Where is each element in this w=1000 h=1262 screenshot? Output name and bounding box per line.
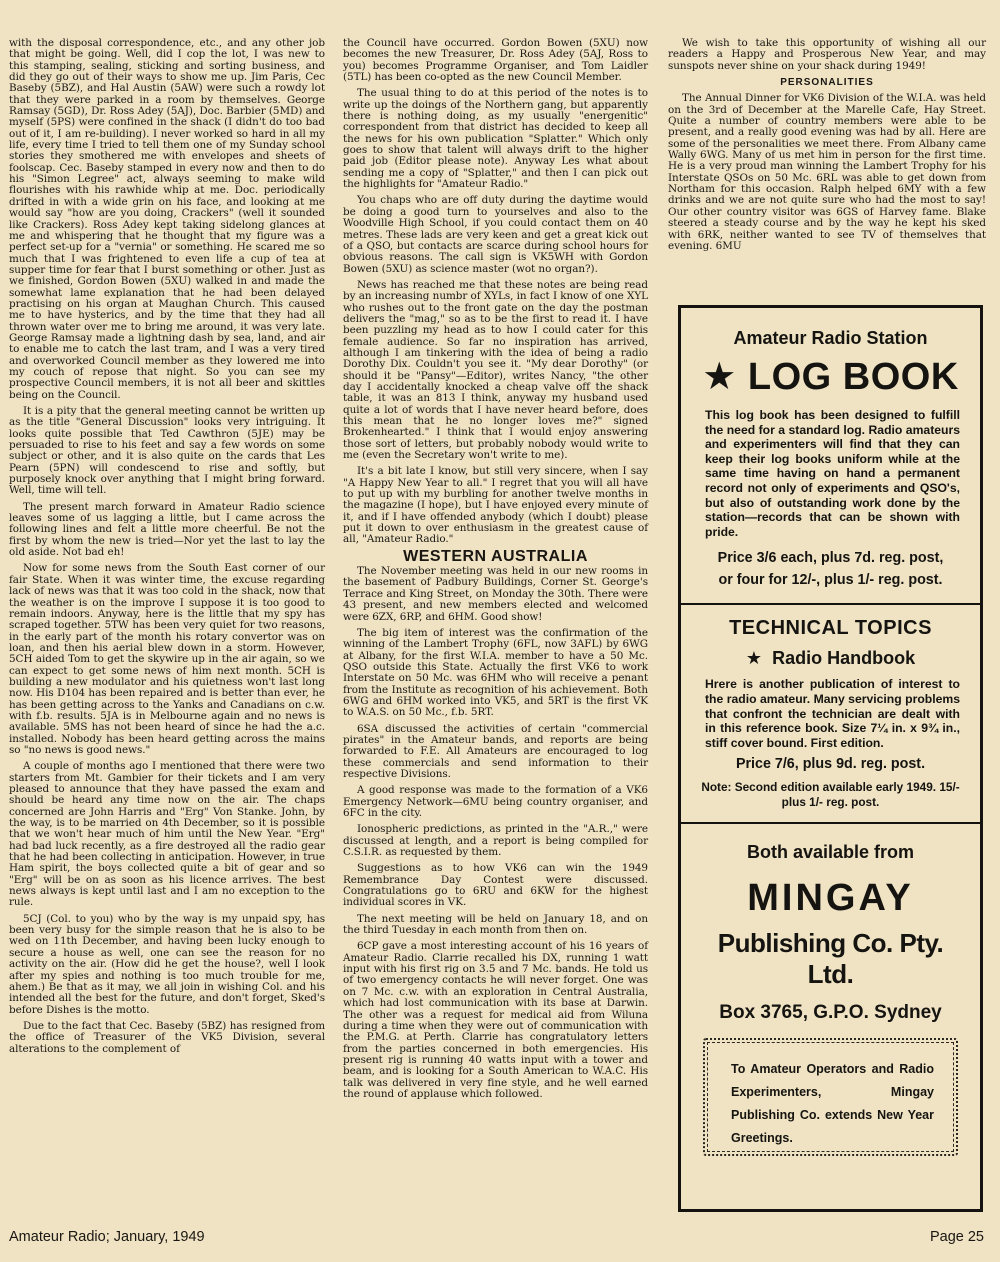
paragraph: News has reached me that these notes are being read by an increasing numbr of XYLs, in fact I know of one XYL who rushes out to the front gate on the day the postman delivers the "mag," so as to be the first to read it. I have been puzzling my head as to how I could cater for this female audience. So far no inspiration has arrived, although I am tinkering with the idea of being a radio Dorothy Dix. Couldn't you see it. "My dear Dorothy" (or should it be "Pansy"—Editor), writes Nancy, "the other day I accidentally knocked a cheap valve off the shack table, it was an 813 I think, anyway my husband used quite a lot of words that I have never heard before, does this mean that he no longer loves me?" signed Brokenhearted." I think that I would enjoy answering those sort of letters, but probably nobody would write to me (even the Secretary won't write to me). (343, 278, 648, 462)
both-available-label: Both available from (746, 841, 915, 862)
paragraph: Now for some news from the South East corner of our fair State. When it was winter time, the excuse regarding lack of news was that it was too cold in the shack, now that the weather is on the improve I suppose it is too good to remain indoors. Anyway, here is the little that my spy has scraped together. 5TW has been very quiet for two reasons, in the early part of the month his rotary convertor was on loan, and then his aerial blew down in a storm. However, 5CH aided Tom to get the skywire up in the air again, so we can expect to get some news of him next month. 5CH is building a new modulator and his quietness won't last long now. His D104 has been repaired and is better than ever, he has been getting across to the Yanks and Canadians on c.w. with f.b. results. 5JA is in Melbourne again and no news is available. 5MS has not been heard of since he had the a.c. installed. Nobody has been heard getting across the mains so "no news is good news." (9, 562, 325, 756)
paragraph: the Council have occurred. Gordon Bowen (5XU) now becomes the new Treasurer, Dr. Ross Adey (5AJ, Ross to you) becomes Programme Organiser, and Tom Laidler (5TL) has been co-opted as the new Council Member. (343, 37, 648, 84)
section-heading-western-australia: WESTERN AUSTRALIA (403, 547, 588, 565)
column-right (668, 38, 986, 257)
star-icon: ★ (745, 648, 763, 670)
ad-logbook-heading (695, 353, 966, 400)
paragraph: Due to the fact that Cec. Baseby (5BZ) has resigned from the office of Treasurer of the VK5 Division, several alterations to the complement of (9, 1019, 325, 1055)
paragraph: We wish to take this opportunity of wishing all our readers a Happy and Prosperous New Year, and may sunspots never shine on your shack during 1949! (668, 37, 986, 72)
divider (681, 822, 980, 824)
logbook-description: This log book has been designed to fulfill the need for a standard log. Radio amateurs and experimenters will find that they can keep their log books uniform while at the same time having on hand a permanent record not only of experiments and QSO's, but also of outstanding work done by the station—records that can be shown with pride. (705, 408, 960, 539)
divider (681, 603, 980, 605)
handbook-heading (695, 648, 966, 669)
publisher-address: Box 3765, G.P.O. Sydney (719, 1001, 942, 1023)
ad-title: Amateur Radio Station (733, 328, 928, 348)
paragraph: The big item of interest was the confirmation of the winning of the Lambert Trophy (6FL, now 3AFL) by 6WG at Albany, for the first W.I.A. member to have a 50 Mc. QSO outside this State. Actually the first VK6 to work Interstate on 50 Mc. was 6HM who will receive a penant from the Institute as recognition of his achievement. Both 6WG and 6HM worked into VK5, and 5RT is the first VK to W.A.S. on 50 Mc., f.b. 5RT. (343, 626, 648, 719)
footer-page-number: Page 25 (929, 1229, 984, 1245)
handbook-label: Radio Handbook (772, 648, 916, 669)
section-heading-personalities: PERSONALITIES (780, 77, 874, 89)
paragraph: The present march forward in Amateur Radio science leaves some of us lagging a little, but I came across the following lines and felt a little more cheerful. Be not the first by whom the new is tried—Nor yet the last to lay the old aside. Not bad eh! (9, 500, 325, 559)
paragraph: Ionospheric predictions, as printed in the "A.R.," were discussed at length, and a report is being compiled for C.S.I.R. as requested by them. (343, 823, 648, 859)
greeting-box (703, 1038, 958, 1156)
footer-publication: Amateur Radio; January, 1949 (9, 1229, 205, 1245)
column-left (9, 38, 325, 1060)
paragraph: with the disposal correspondence, etc., and any other job that might be going. Well, did I cop the lot, I was new to this stamping, sealing, sticking and sorting business, and did they go out of their ways to show me up. Jim Paris, Cec Baseby (5BZ), and Hal Austin (5AW) were such a rowdy lot that they were parked in a room by themselves. George Ramsay (5GD), Dr. Ross Adey (5AJ), Doc. Barbier (5MD) and myself (5PS) were confined in the shack (I didn't do too bad out of it, I am re-building). I never worked so hard in all my life, every time I tried to tell them one of my Sunday school stories they smothered me with envelopes and sheets of foolscap. Cec. Baseby stamped in every now and then to do his "Simon Legree" act, always seeming to make wild flourishes with his rawhide whip at me. Doc. periodically drifted in with a wide grin on his face, and looking at me would say "how are you doing, Crackers" (well it sounded like Crackers). Ross Adey kept taking sidelong glances at me and whispering that he thought that my figure was a perfect set-up for a "vernia" or something. He scared me so much that I was frightened to even life a cup of tea at supper time for fear that I burst something or other. Just as we finished, Gordon Bowen (5XU) walked in and made the somewhat lame explanation that he had been delayed practising on his organ at Maughan Church. This caused me to have hysterics, and by the time that they had all thrown water over me to bring me around, it was very late. George Ramsay made a lightning dash by sea, land, and air to enable me to catch the last tram, and I was a very tired and overworked Council member as they lowered me into my couch of repose that night. So you can see my prospective Council members, it is not all beer and skittles being on the Council. (9, 37, 325, 401)
publisher-company: Publishing Co. Pty. Ltd. (717, 927, 944, 989)
paragraph: The next meeting will be held on January 18, and on the third Tuesday in each month from then on. (343, 912, 648, 937)
second-edition-note: Note: Second edition available early 1949. 15/- plus 1/- reg. post. (701, 780, 960, 810)
greeting-text: To Amateur Operators and Radio Experimenters, Mingay Publishing Co. extends New Year Greetings. (731, 1061, 934, 1145)
mingay-advertisement (678, 305, 983, 1212)
star-icon: ★ (702, 354, 737, 398)
paragraph: You chaps who are off duty during the daytime would be doing a good turn to yourselves and also to the Woodville High School, if you could contact them on 40 metres. These lads are very keen and get a great kick out of a QSO, but contacts are scarce during school hours for obvious reasons. The call sign is VK5WH with Gordon Bowen (5XU) as science master (wot no organ?). (343, 194, 648, 275)
paragraph: 5CJ (Col. to you) who by the way is my unpaid spy, has been very busy for the simple reason that he is also to be wed on 11th December, and having been lucky enough to secure a house as well, one can see the reason for no activity on the air. (How did he get the house?, well I look after my spies and nothing is too much trouble for me, ahem.) Be that as it may, we all join in wishing Col. and his intended all the best for the future, and don't forget, Sked's before Dishes is the motto. (9, 912, 325, 1016)
publisher-name: MINGAY (747, 876, 914, 919)
paragraph: The usual thing to do at this period of the notes is to write up the doings of the Northern gang, but apparently there is nothing doing, as my usually "energenitic" correspondent from that district has decided to keep all the news for his own publication "Splatter." Which only goes to show that talent will always drift to the higher paid job (Editor please note). Anyway Les what about sending me a copy of "Splatter," and then I can pick out the highlights for "Amateur Radio." (343, 87, 648, 191)
paragraph: The Annual Dinner for VK6 Division of the W.I.A. was held on the 3rd of December at the Marelle Cafe, Hay Street. Quite a number of country members were able to be present, and a really good evening was had by all. Here are some of the personalities we meet there. From Albany came Wally 6WG. Many of us met him in person for the first time. He is a very proud man winning the Lambert Trophy for his Interstate QSOs on 50 Mc. 6RL was able to get down from Northam for this occasion. Ralph helped 6MY with a few drinks and we are not quite sure who had the most to say! Our other country visitor was 6GS of Harvey fame. Blake steered a steady course and by the way he kept his sked with 6RK, neither wanted to see TV of themselves that evening. 6MU (668, 92, 986, 252)
paragraph: The November meeting was held in our new rooms in the basement of Padbury Buildings, Corner St. George's Terrace and King Street, on Monday the 30th. There were 43 present, and new members elected and welcomed were 6ZX, 6RP, and 6HM. Good show! (343, 565, 648, 623)
handbook-description: Hrere is another publication of interest to the radio amateur. Many servicing problems that confront the technician are dealt with in this reference book. Size 7¼ in. x 9¾ in., stiff cover bound. First edition. (705, 677, 960, 750)
paragraph: A good response was made to the formation of a VK6 Emergency Network—6MU being country organiser, and 6FC in the city. (343, 784, 648, 819)
logbook-price (695, 547, 966, 591)
handbook-price: Price 7/6, plus 9d. reg. post. (735, 756, 926, 773)
column-middle (343, 38, 648, 1105)
paragraph: 6SA discussed the activities of certain "commercial pirates" in the Amateur bands, and reports are being forwarded to F.E. All Amateurs are encouraged to log these commercials and send information to their respective Divisions. (343, 722, 648, 780)
paragraph: Suggestions as to how VK6 can win the 1949 Remembrance Day Contest were discussed. Congratulations go to 6RU and 6KW for the highest individual scores in VK. (343, 862, 648, 909)
paragraph: It is a pity that the general meeting cannot be written up as the title "General Discussion" looks very intriguing. It looks quite possible that Ted Cawthron (5JE) may be persuaded to rise to his feet and say a few words on some subject or other, and it is also quite on the cards that Les Pearn (5PN) will condescend to rise and softly, but purposely knock over anything that I might bring forward. Well, time will tell. (9, 405, 325, 497)
paragraph: A couple of months ago I mentioned that there were two starters from Mt. Gambier for their tickets and I am very pleased to announce that they have passed the exam and should be heard any time now on the air. The chaps concerned are John Harris and "Erg" Von Stanke. John, by the way, is to be married on 4th December, so it is possible that we won't hear much of him until the New Year. "Erg" had bad luck recently, as a fire destroyed all the radio gear that he had been collecting in anticipation. However, in true Ham spirit, the boys collected quite a bit of gear and so "Erg" will be on as soon as his licence arrives. The best news always is kept until last and I am no exception to the rule. (9, 760, 325, 909)
paragraph: It's a bit late I know, but still very sincere, when I say "A Happy New Year to all." I regret that you will all have to put up with my burbling for another twelve months in the magazine (I hope), but I have enjoyed every minute of it, and if I have offended anybody (which I doubt) please put it down to over enthusiasm in the greatest cause of all, "Amateur Radio." (343, 465, 648, 546)
paragraph: 6CP gave a most interesting account of his 16 years of Amateur Radio. Clarrie recalled his DX, running 1 watt input with his first rig on 3.5 and 7 Mc. bands. He told us of two emergency contacts he will never forget. One was on 7 Mc. c.w. with an exploration in Central Australia, which had lost communication with its base at Darwin. The other was a request for medical aid from Wiluna during a time when they were out of communication with the P.M.G. at Perth. Clarrie has congratulatory letters from the parties concerned in both emergencies. His present rig is running 40 watts input with a tower and beam, and is looking for a South American to W.A.C. His talk was delivered in very fine style, and he well earned the round of applause which followed. (343, 940, 648, 1100)
logbook-label: LOG BOOK (747, 356, 959, 398)
technical-topics-heading: TECHNICAL TOPICS (729, 617, 932, 640)
price-line: or four for 12/-, plus 1/- reg. post. (718, 572, 943, 589)
price-line: Price 3/6 each, plus 7d. reg. post, (717, 550, 944, 567)
